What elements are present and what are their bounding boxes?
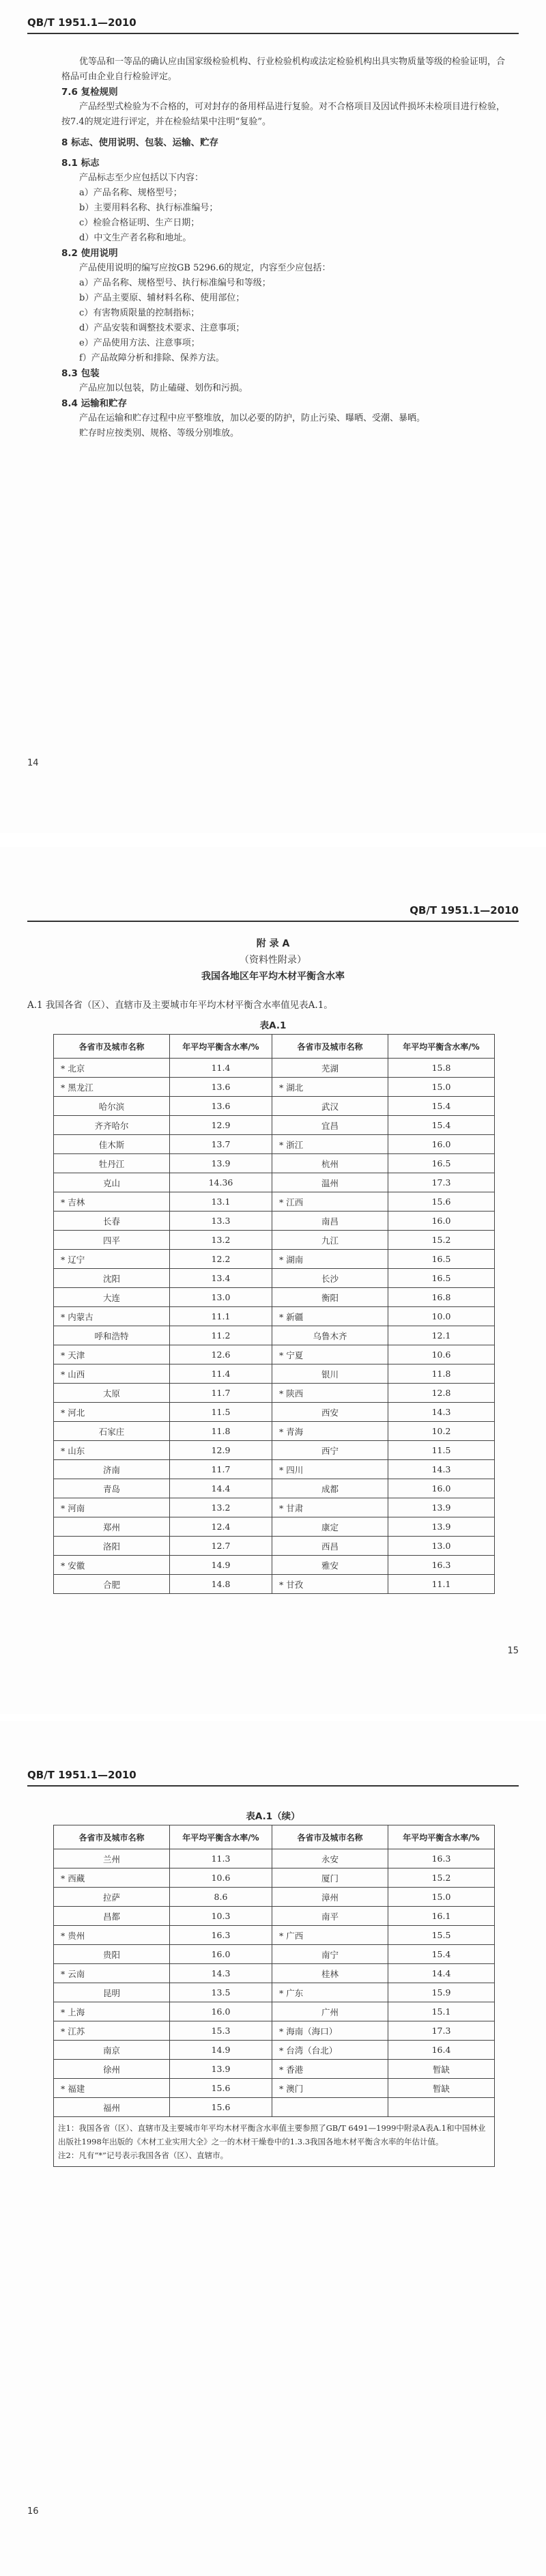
column-header: 年平均平衡含水率/% xyxy=(388,1825,495,1849)
table-header-row xyxy=(54,1035,495,1059)
province-name-cell: * 香港 xyxy=(272,2060,388,2079)
table-row xyxy=(54,1250,495,1269)
city-name-cell: 佳木斯 xyxy=(54,1135,170,1154)
column-header: 各省市及城市名称 xyxy=(54,1035,170,1059)
table-row xyxy=(54,1556,495,1575)
table-row xyxy=(54,1498,495,1517)
city-name-cell: 杭州 xyxy=(272,1154,388,1173)
province-name-cell: * 青海 xyxy=(272,1422,388,1441)
city-name-cell: 牡丹江 xyxy=(54,1154,170,1173)
table-row xyxy=(54,1575,495,1594)
list-item: a）产品名称、规格型号； xyxy=(79,188,182,198)
moisture-value-cell: 16.0 xyxy=(170,2002,272,2021)
city-name-cell: 武汉 xyxy=(272,1097,388,1116)
paragraph: 产品应加以包装，防止磕碰、划伤和污损。 xyxy=(79,383,248,393)
moisture-value-cell: 10.2 xyxy=(388,1422,495,1441)
city-name-cell: 郑州 xyxy=(54,1517,170,1537)
city-name-cell: 南昌 xyxy=(272,1212,388,1231)
moisture-value-cell: 11.3 xyxy=(170,1849,272,1868)
city-name-cell: 乌鲁木齐 xyxy=(272,1326,388,1345)
page-number: 15 xyxy=(507,1646,519,1656)
table-row xyxy=(54,1192,495,1212)
table-row xyxy=(54,1231,495,1250)
table-row xyxy=(54,2002,495,2021)
table-row xyxy=(54,2079,495,2098)
page-14 xyxy=(0,0,546,833)
moisture-value-cell xyxy=(388,2098,495,2117)
table-row xyxy=(54,1116,495,1135)
header-rule xyxy=(27,921,519,922)
section-heading: 8.4 运输和贮存 xyxy=(61,398,128,409)
table-row xyxy=(54,1868,495,1888)
city-name-cell xyxy=(272,2098,388,2117)
province-name-cell: * 安徽 xyxy=(54,1556,170,1575)
city-name-cell: 雅安 xyxy=(272,1556,388,1575)
paragraph: 贮存时应按类别、规格、等级分别堆放。 xyxy=(79,428,240,438)
table-note: 注1：我国各省（区）、直辖市及主要城市年平均木材平衡含水率值主要参照了GB/T 6491—1999中附录A表A.1和中国林业出版社1998年出版的《木材工业实用大全》之一的木材干燥卷中的1.3.3我国各地木材平衡含水率的年估计值。 xyxy=(58,2123,486,2146)
moisture-value-cell: 11.2 xyxy=(170,1326,272,1345)
annex-title: 我国各地区年平均木材平衡含水率 xyxy=(201,971,345,982)
province-name-cell: * 北京 xyxy=(54,1059,170,1078)
moisture-value-cell: 13.6 xyxy=(170,1078,272,1097)
city-name-cell: 西安 xyxy=(272,1403,388,1422)
moisture-value-cell: 11.7 xyxy=(170,1384,272,1403)
moisture-value-cell: 14.3 xyxy=(170,1964,272,1983)
province-name-cell: * 湖北 xyxy=(272,1078,388,1097)
city-name-cell: 成都 xyxy=(272,1479,388,1498)
page-number: 14 xyxy=(27,758,39,768)
moisture-table-continued xyxy=(53,1825,495,2167)
table-row xyxy=(54,1422,495,1441)
province-name-cell: * 澳门 xyxy=(272,2079,388,2098)
section-heading: 8.2 使用说明 xyxy=(61,248,118,259)
moisture-value-cell: 15.4 xyxy=(388,1097,495,1116)
table-row xyxy=(54,1945,495,1964)
moisture-value-cell: 16.0 xyxy=(388,1479,495,1498)
moisture-value-cell: 15.3 xyxy=(170,2021,272,2041)
city-name-cell: 克山 xyxy=(54,1173,170,1192)
province-name-cell: * 天津 xyxy=(54,1345,170,1364)
province-name-cell: * 湖南 xyxy=(272,1250,388,1269)
city-name-cell: 桂林 xyxy=(272,1964,388,1983)
moisture-value-cell: 16.3 xyxy=(388,1849,495,1868)
moisture-value-cell: 14.4 xyxy=(388,1964,495,1983)
province-name-cell: * 新疆 xyxy=(272,1307,388,1326)
column-header: 年平均平衡含水率/% xyxy=(170,1825,272,1849)
annex-heading xyxy=(0,936,546,985)
moisture-value-cell: 13.2 xyxy=(170,1231,272,1250)
section-heading: 7.6 复检规则 xyxy=(61,87,118,98)
annex-intro: A.1 我国各省（区）、直辖市及主要城市年平均木材平衡含水率值见表A.1。 xyxy=(27,1000,333,1011)
moisture-value-cell: 16.1 xyxy=(388,1907,495,1926)
city-name-cell: 厦门 xyxy=(272,1868,388,1888)
moisture-value-cell: 14.9 xyxy=(170,2041,272,2060)
page-header: QB/T 1951.1—2010 xyxy=(27,16,136,29)
city-name-cell: 大连 xyxy=(54,1288,170,1307)
moisture-value-cell: 16.3 xyxy=(388,1556,495,1575)
moisture-value-cell: 15.6 xyxy=(388,1192,495,1212)
annex-label: 附 录 A xyxy=(256,938,290,949)
moisture-value-cell: 12.9 xyxy=(170,1116,272,1135)
city-name-cell: 漳州 xyxy=(272,1888,388,1907)
table-note-row xyxy=(54,2117,495,2167)
moisture-value-cell: 12.4 xyxy=(170,1517,272,1537)
moisture-value-cell: 16.3 xyxy=(170,1926,272,1945)
moisture-value-cell: 10.3 xyxy=(170,1907,272,1926)
moisture-value-cell: 15.1 xyxy=(388,2002,495,2021)
province-name-cell: * 江西 xyxy=(272,1192,388,1212)
moisture-value-cell: 14.9 xyxy=(170,1556,272,1575)
moisture-value-cell: 14.3 xyxy=(388,1403,495,1422)
table-row xyxy=(54,2041,495,2060)
city-name-cell: 四平 xyxy=(54,1231,170,1250)
moisture-value-cell: 14.4 xyxy=(170,1479,272,1498)
moisture-value-cell: 11.4 xyxy=(170,1059,272,1078)
list-item: f）产品故障分析和排除、保养方法。 xyxy=(79,353,225,363)
moisture-value-cell: 11.4 xyxy=(170,1364,272,1384)
moisture-value-cell: 10.6 xyxy=(388,1345,495,1364)
moisture-value-cell: 12.9 xyxy=(170,1441,272,1460)
section-heading: 8 标志、使用说明、包装、运输、贮存 xyxy=(61,137,219,148)
paragraph: 产品使用说明的编写应按GB 5296.6的规定，内容至少应包括： xyxy=(79,263,331,273)
city-name-cell: 兰州 xyxy=(54,1849,170,1868)
moisture-value-cell: 17.3 xyxy=(388,2021,495,2041)
table-row xyxy=(54,1964,495,1983)
province-name-cell: * 西藏 xyxy=(54,1868,170,1888)
city-name-cell: 昆明 xyxy=(54,1983,170,2002)
table-row xyxy=(54,2060,495,2079)
moisture-value-cell: 13.5 xyxy=(170,1983,272,2002)
province-name-cell: * 云南 xyxy=(54,1964,170,1983)
page-header: QB/T 1951.1—2010 xyxy=(410,904,519,916)
page-15 xyxy=(0,847,546,1714)
table-row xyxy=(54,1269,495,1288)
city-name-cell: 青岛 xyxy=(54,1479,170,1498)
province-name-cell: * 福建 xyxy=(54,2079,170,2098)
province-name-cell: * 山西 xyxy=(54,1364,170,1384)
table-caption: 表A.1（续） xyxy=(246,1811,300,1822)
city-name-cell: 银川 xyxy=(272,1364,388,1384)
city-name-cell: 南京 xyxy=(54,2041,170,2060)
province-name-cell: * 上海 xyxy=(54,2002,170,2021)
table-row xyxy=(54,1517,495,1537)
list-item: d）中文生产者名称和地址。 xyxy=(79,233,192,243)
moisture-value-cell: 11.8 xyxy=(170,1422,272,1441)
column-header: 年平均平衡含水率/% xyxy=(388,1035,495,1059)
column-header: 年平均平衡含水率/% xyxy=(170,1035,272,1059)
city-name-cell: 徐州 xyxy=(54,2060,170,2079)
moisture-value-cell: 13.9 xyxy=(170,1154,272,1173)
province-name-cell: * 黑龙江 xyxy=(54,1078,170,1097)
moisture-value-cell: 13.0 xyxy=(170,1288,272,1307)
city-name-cell: 石家庄 xyxy=(54,1422,170,1441)
list-item: a）产品名称、规格型号、执行标准编号和等级； xyxy=(79,278,271,288)
list-item: d）产品安装和调整技术要求、注意事项； xyxy=(79,323,245,333)
moisture-value-cell: 16.0 xyxy=(170,1945,272,1964)
province-name-cell: * 江苏 xyxy=(54,2021,170,2041)
page-number: 16 xyxy=(27,2506,39,2517)
city-name-cell: 昌都 xyxy=(54,1907,170,1926)
city-name-cell: 沈阳 xyxy=(54,1269,170,1288)
moisture-value-cell: 15.0 xyxy=(388,1078,495,1097)
city-name-cell: 南宁 xyxy=(272,1945,388,1964)
moisture-value-cell: 13.9 xyxy=(388,1498,495,1517)
table-caption: 表A.1 xyxy=(259,1020,287,1031)
city-name-cell: 永安 xyxy=(272,1849,388,1868)
moisture-value-cell: 11.1 xyxy=(388,1575,495,1594)
city-name-cell: 洛阳 xyxy=(54,1537,170,1556)
province-name-cell: * 河南 xyxy=(54,1498,170,1517)
city-name-cell: 南平 xyxy=(272,1907,388,1926)
table-row xyxy=(54,1307,495,1326)
moisture-value-cell: 16.5 xyxy=(388,1154,495,1173)
column-header: 各省市及城市名称 xyxy=(272,1825,388,1849)
list-item: e）产品使用方法、注意事项； xyxy=(79,338,200,348)
table-row xyxy=(54,1364,495,1384)
moisture-value-cell: 11.7 xyxy=(170,1460,272,1479)
moisture-value-cell: 14.3 xyxy=(388,1460,495,1479)
moisture-value-cell: 13.7 xyxy=(170,1135,272,1154)
list-item: c）有害物质限量的控制指标； xyxy=(79,308,200,318)
moisture-value-cell: 15.0 xyxy=(388,1888,495,1907)
moisture-value-cell: 12.8 xyxy=(388,1384,495,1403)
table-row xyxy=(54,1135,495,1154)
moisture-value-cell: 13.1 xyxy=(170,1192,272,1212)
city-name-cell: 齐齐哈尔 xyxy=(54,1116,170,1135)
province-name-cell: * 四川 xyxy=(272,1460,388,1479)
table-row xyxy=(54,1326,495,1345)
moisture-value-cell: 13.3 xyxy=(170,1212,272,1231)
column-header: 各省市及城市名称 xyxy=(54,1825,170,1849)
province-name-cell: * 浙江 xyxy=(272,1135,388,1154)
moisture-value-cell: 16.4 xyxy=(388,2041,495,2060)
moisture-value-cell: 12.7 xyxy=(170,1537,272,1556)
province-name-cell: * 台湾（台北） xyxy=(272,2041,388,2060)
province-name-cell: * 甘肃 xyxy=(272,1498,388,1517)
list-item: b）主要用料名称、执行标准编号； xyxy=(79,203,218,213)
moisture-value-cell: 11.8 xyxy=(388,1364,495,1384)
city-name-cell: 长春 xyxy=(54,1212,170,1231)
province-name-cell: * 山东 xyxy=(54,1441,170,1460)
moisture-value-cell: 15.5 xyxy=(388,1926,495,1945)
moisture-value-cell: 15.2 xyxy=(388,1231,495,1250)
moisture-value-cell: 8.6 xyxy=(170,1888,272,1907)
city-name-cell: 拉萨 xyxy=(54,1888,170,1907)
table-row xyxy=(54,1849,495,1868)
moisture-value-cell: 16.5 xyxy=(388,1269,495,1288)
moisture-value-cell: 12.6 xyxy=(170,1345,272,1364)
moisture-value-cell: 15.4 xyxy=(388,1945,495,1964)
city-name-cell: 西昌 xyxy=(272,1537,388,1556)
moisture-value-cell: 15.6 xyxy=(170,2079,272,2098)
moisture-value-cell: 16.5 xyxy=(388,1250,495,1269)
moisture-value-cell: 13.6 xyxy=(170,1097,272,1116)
moisture-value-cell: 暂缺 xyxy=(388,2079,495,2098)
section-heading: 8.3 包装 xyxy=(61,368,100,379)
city-name-cell: 康定 xyxy=(272,1517,388,1537)
table-row xyxy=(54,1384,495,1403)
header-rule xyxy=(27,1785,519,1787)
moisture-value-cell: 15.9 xyxy=(388,1983,495,2002)
province-name-cell: * 宁夏 xyxy=(272,1345,388,1364)
moisture-value-cell: 13.9 xyxy=(388,1517,495,1537)
table-row xyxy=(54,1537,495,1556)
moisture-value-cell: 16.0 xyxy=(388,1135,495,1154)
city-name-cell: 贵阳 xyxy=(54,1945,170,1964)
table-row xyxy=(54,1403,495,1422)
annex-type: （资料性附录） xyxy=(240,955,306,966)
moisture-value-cell: 17.3 xyxy=(388,1173,495,1192)
paragraph: 产品在运输和贮存过程中应平整堆放，加以必要的防护，防止污染、曝晒、受潮、暴晒。 xyxy=(79,413,426,423)
section-heading: 8.1 标志 xyxy=(61,158,100,169)
table-row xyxy=(54,1460,495,1479)
page-14-body xyxy=(61,55,512,441)
city-name-cell: 西宁 xyxy=(272,1441,388,1460)
moisture-table xyxy=(53,1034,495,1594)
city-name-cell: 宜昌 xyxy=(272,1116,388,1135)
header-rule xyxy=(27,33,519,34)
province-name-cell: * 贵州 xyxy=(54,1926,170,1945)
city-name-cell: 衡阳 xyxy=(272,1288,388,1307)
table-row xyxy=(54,1345,495,1364)
table-row xyxy=(54,1288,495,1307)
city-name-cell: 温州 xyxy=(272,1173,388,1192)
moisture-value-cell: 14.36 xyxy=(170,1173,272,1192)
province-name-cell: * 吉林 xyxy=(54,1192,170,1212)
moisture-value-cell: 15.8 xyxy=(388,1059,495,1078)
city-name-cell: 九江 xyxy=(272,1231,388,1250)
moisture-value-cell: 暂缺 xyxy=(388,2060,495,2079)
paragraph: 优等品和一等品的确认应由国家级检验机构、行业检验机构或法定检验机构出具实物质量等级的检验证明，合格品可由企业自行检验评定。 xyxy=(61,57,506,82)
table-row xyxy=(54,1212,495,1231)
table-note: 注2：凡有“*”记号表示我国各省（区）、直辖市。 xyxy=(58,2151,229,2160)
province-name-cell: * 内蒙古 xyxy=(54,1307,170,1326)
moisture-value-cell: 11.1 xyxy=(170,1307,272,1326)
province-name-cell: * 辽宁 xyxy=(54,1250,170,1269)
city-name-cell: 芜湖 xyxy=(272,1059,388,1078)
table-row xyxy=(54,1926,495,1945)
province-name-cell: * 河北 xyxy=(54,1403,170,1422)
list-item: c）检验合格证明、生产日期； xyxy=(79,218,200,228)
city-name-cell: 太原 xyxy=(54,1384,170,1403)
table-header-row xyxy=(54,1825,495,1849)
moisture-value-cell: 16.8 xyxy=(388,1288,495,1307)
moisture-value-cell: 13.0 xyxy=(388,1537,495,1556)
province-name-cell: * 广东 xyxy=(272,1983,388,2002)
table-row xyxy=(54,2021,495,2041)
table-row xyxy=(54,1173,495,1192)
moisture-value-cell: 16.0 xyxy=(388,1212,495,1231)
table-row xyxy=(54,1888,495,1907)
table-row xyxy=(54,1983,495,2002)
table-row xyxy=(54,1479,495,1498)
moisture-value-cell: 11.5 xyxy=(170,1403,272,1422)
table-row xyxy=(54,1059,495,1078)
city-name-cell: 合肥 xyxy=(54,1575,170,1594)
moisture-value-cell: 10.0 xyxy=(388,1307,495,1326)
city-name-cell: 呼和浩特 xyxy=(54,1326,170,1345)
table-row xyxy=(54,2098,495,2117)
moisture-value-cell: 10.6 xyxy=(170,1868,272,1888)
city-name-cell: 广州 xyxy=(272,2002,388,2021)
moisture-value-cell: 12.1 xyxy=(388,1326,495,1345)
moisture-value-cell: 13.4 xyxy=(170,1269,272,1288)
table-row xyxy=(54,1078,495,1097)
moisture-value-cell: 15.2 xyxy=(388,1868,495,1888)
province-name-cell: * 甘孜 xyxy=(272,1575,388,1594)
table-notes xyxy=(54,2117,495,2167)
moisture-value-cell: 13.2 xyxy=(170,1498,272,1517)
moisture-value-cell: 12.2 xyxy=(170,1250,272,1269)
moisture-value-cell: 15.6 xyxy=(170,2098,272,2117)
paragraph: 产品标志至少应包括以下内容： xyxy=(79,173,204,183)
list-item: b）产品主要原、辅材料名称、使用部位； xyxy=(79,293,245,303)
city-name-cell: 济南 xyxy=(54,1460,170,1479)
page-header: QB/T 1951.1—2010 xyxy=(27,1769,136,1781)
city-name-cell: 哈尔滨 xyxy=(54,1097,170,1116)
province-name-cell: * 广西 xyxy=(272,1926,388,1945)
city-name-cell: 福州 xyxy=(54,2098,170,2117)
page-16 xyxy=(0,1721,546,2576)
moisture-value-cell: 13.9 xyxy=(170,2060,272,2079)
paragraph: 产品经型式检验为不合格的，可对封存的备用样品进行复验。对不合格项目及因试件损坏未检项目进行检验，按7.4的规定进行评定，并在检验结果中注明“复验”。 xyxy=(61,102,506,127)
city-name-cell: 长沙 xyxy=(272,1269,388,1288)
table-row xyxy=(54,1907,495,1926)
table-row xyxy=(54,1441,495,1460)
moisture-value-cell: 15.4 xyxy=(388,1116,495,1135)
table-row xyxy=(54,1154,495,1173)
province-name-cell: * 海南（海口） xyxy=(272,2021,388,2041)
column-header: 各省市及城市名称 xyxy=(272,1035,388,1059)
table-row xyxy=(54,1097,495,1116)
moisture-value-cell: 11.5 xyxy=(388,1441,495,1460)
moisture-value-cell: 14.8 xyxy=(170,1575,272,1594)
province-name-cell: * 陕西 xyxy=(272,1384,388,1403)
